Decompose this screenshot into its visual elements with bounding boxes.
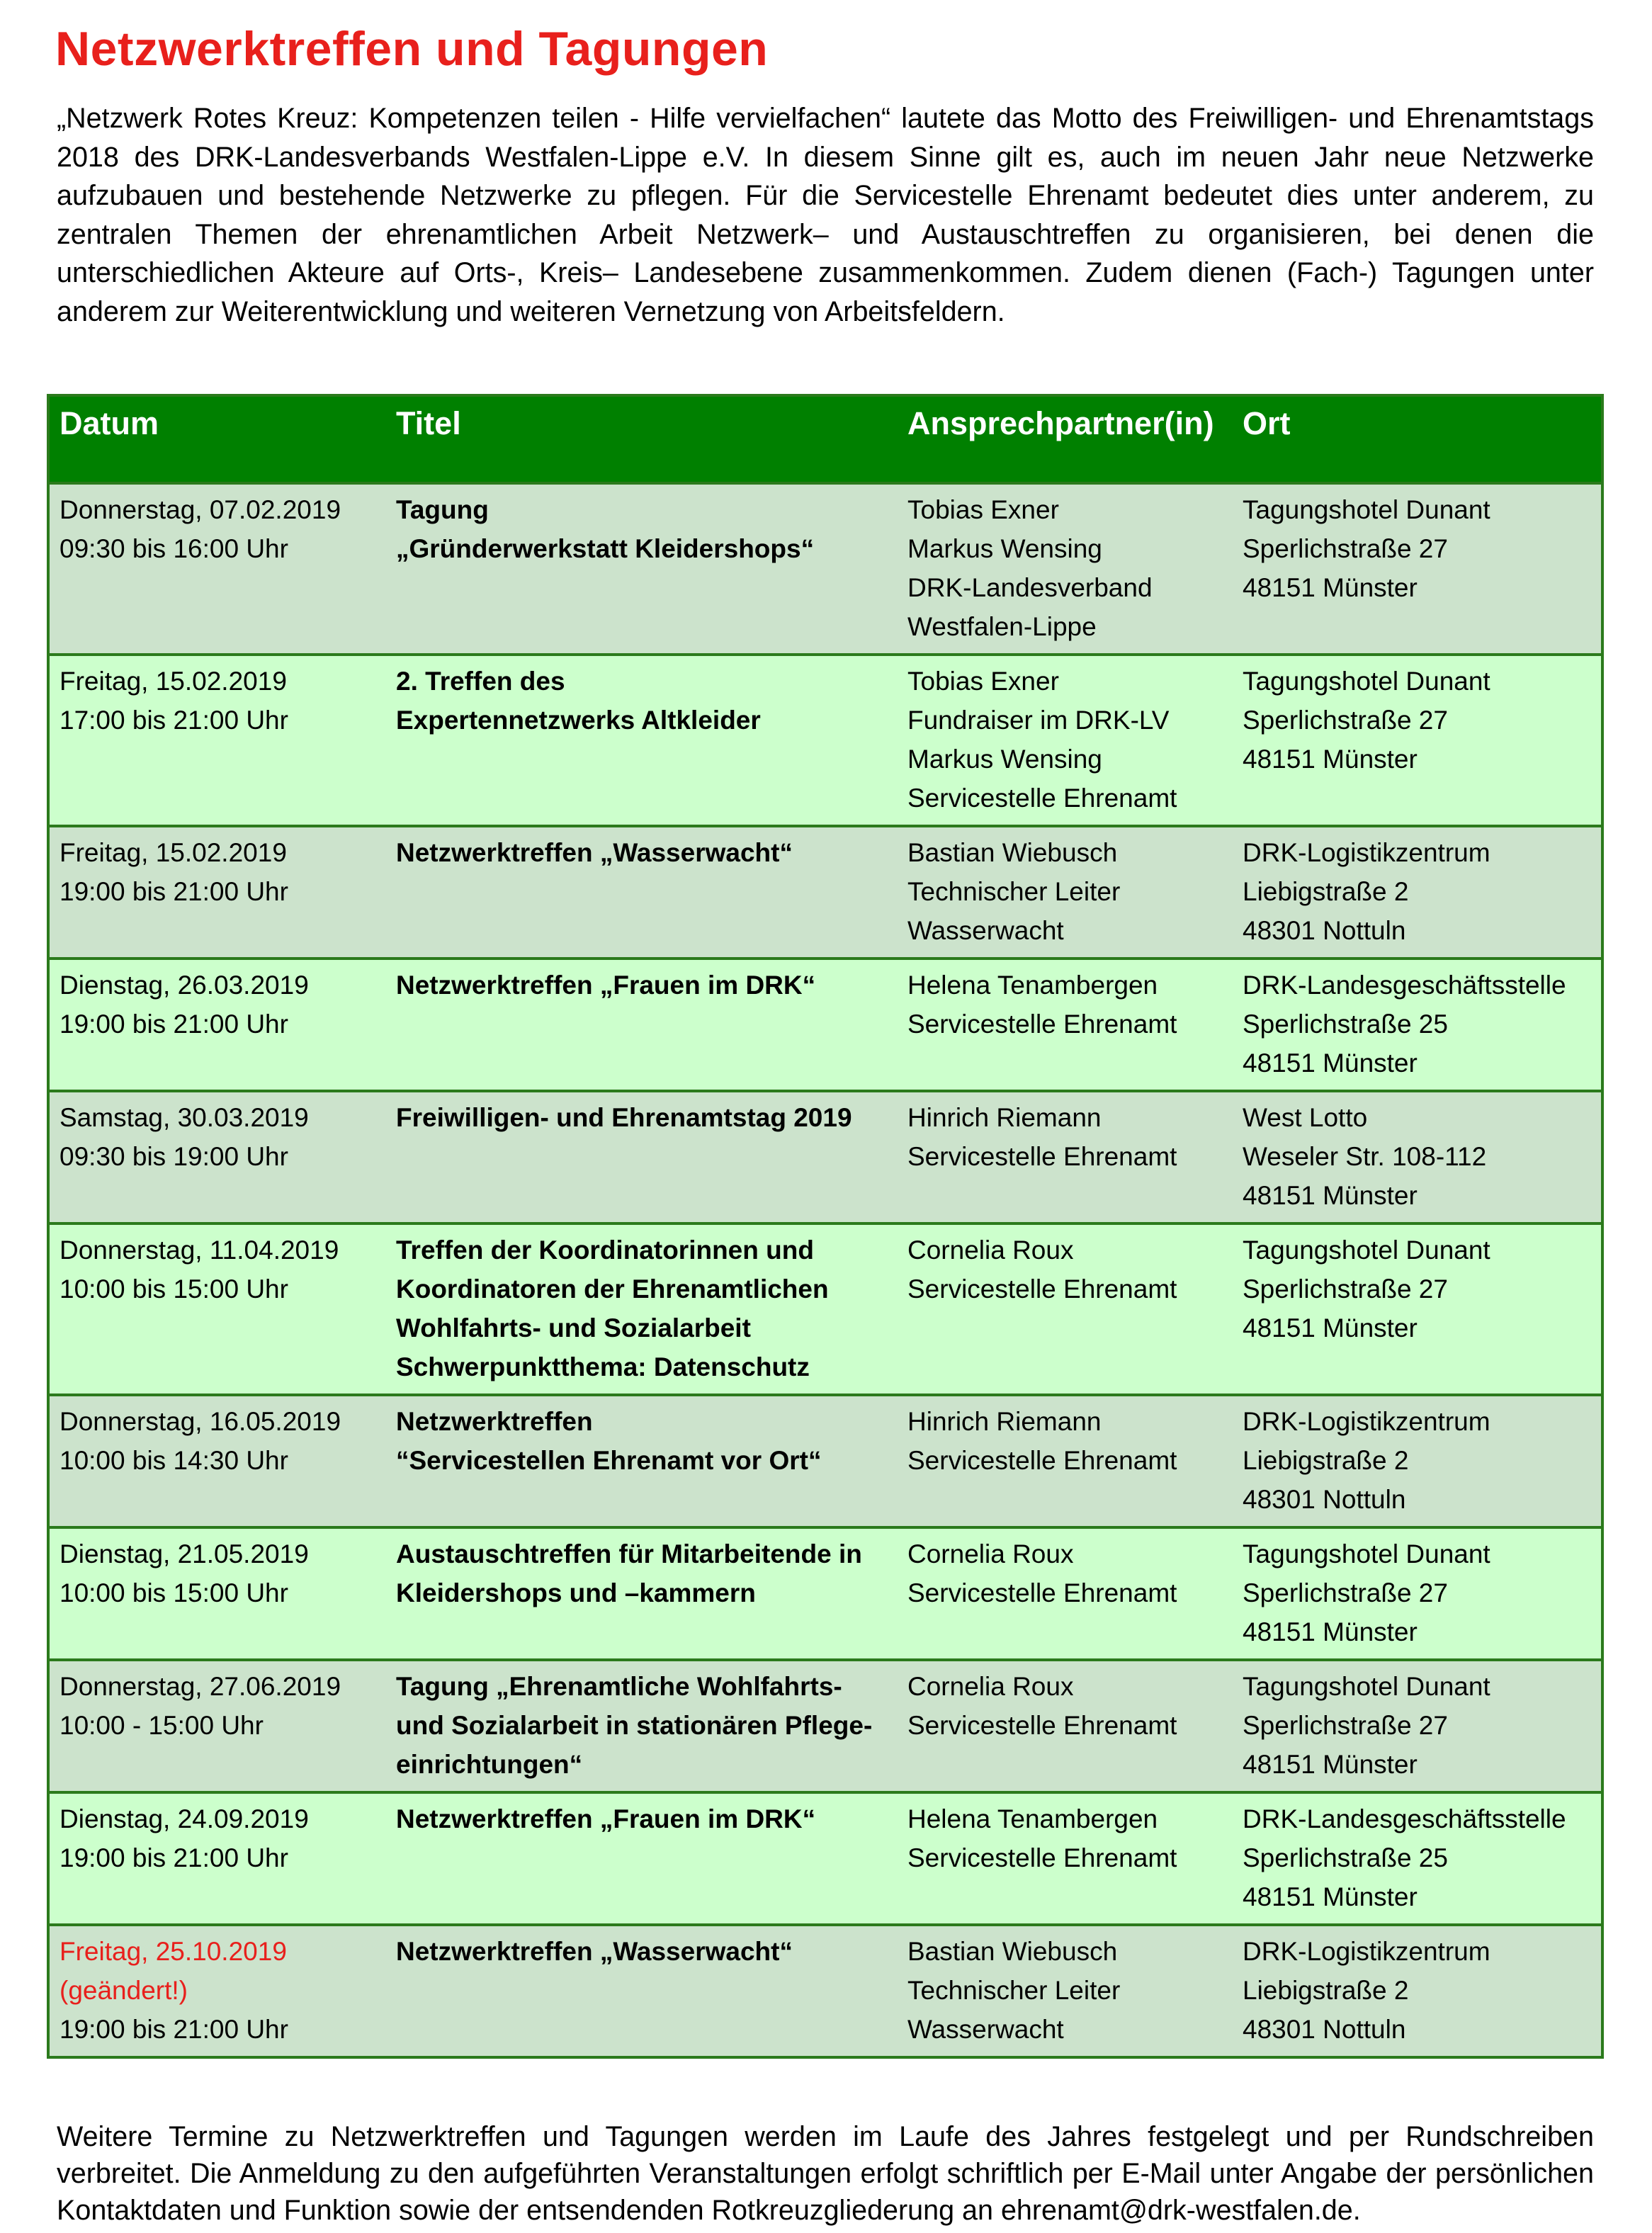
title-cell: [386, 1660, 898, 1792]
table-row: [48, 1925, 1602, 2057]
date-cell-line: Donnerstag, 07.02.2019: [60, 495, 341, 524]
place-cell-line: Liebigstraße 2: [1243, 1446, 1409, 1475]
place-cell-line: Sperlichstraße 27: [1243, 706, 1448, 735]
place-cell-line: Tagungshotel Dunant: [1243, 1539, 1490, 1568]
place-cell-line: Tagungshotel Dunant: [1243, 495, 1490, 524]
place-cell-line: DRK-Logistikzentrum: [1243, 1937, 1490, 1966]
place-cell-line: 48151 Münster: [1243, 745, 1418, 774]
place-cell-line: Liebigstraße 2: [1243, 877, 1409, 906]
date-cell: [48, 959, 386, 1091]
contact-cell-line: Technischer Leiter: [907, 877, 1121, 906]
title-cell-line: Netzwerktreffen „Wasserwacht“: [396, 838, 793, 867]
header-place: Ort: [1243, 405, 1291, 441]
date-cell: [48, 1223, 386, 1395]
date-cell: [48, 1792, 386, 1925]
contact-cell-line: Servicestelle Ehrenamt: [907, 1010, 1177, 1039]
date-cell-line: 19:00 bis 21:00 Uhr: [60, 1010, 288, 1039]
contact-cell-line: Wasserwacht: [907, 916, 1064, 945]
place-cell-line: Tagungshotel Dunant: [1243, 1672, 1490, 1701]
events-table: [47, 394, 1604, 2059]
place-cell-line: DRK-Logistikzentrum: [1243, 838, 1490, 867]
date-cell-line: Samstag, 30.03.2019: [60, 1103, 309, 1132]
title-cell-line: Expertennetzwerks Altkleider: [396, 706, 761, 735]
place-cell: [1233, 826, 1602, 959]
date-cell-line: Donnerstag, 11.04.2019: [60, 1236, 339, 1265]
date-cell: [48, 1925, 386, 2057]
place-cell-line: DRK-Landesgeschäftsstelle: [1243, 971, 1566, 1000]
contact-cell-line: Markus Wensing: [907, 745, 1102, 774]
date-cell-line: Dienstag, 26.03.2019: [60, 971, 309, 1000]
contact-cell-line: Hinrich Riemann: [907, 1103, 1102, 1132]
contact-cell: [898, 1792, 1233, 1925]
date-cell: [48, 1091, 386, 1223]
place-cell: [1233, 1223, 1602, 1395]
title-cell-line: Schwerpunktthema: Datenschutz: [396, 1352, 810, 1381]
place-cell: [1233, 1925, 1602, 2057]
contact-cell: [898, 483, 1233, 655]
contact-cell: [898, 1660, 1233, 1792]
table-row: [48, 1792, 1602, 1925]
place-cell: [1233, 1792, 1602, 1925]
contact-cell-line: Wasserwacht: [907, 2015, 1064, 2044]
place-cell-line: 48301 Nottuln: [1243, 2015, 1406, 2044]
place-cell-line: 48151 Münster: [1243, 573, 1418, 602]
contact-cell-line: Helena Tenambergen: [907, 1804, 1158, 1833]
title-cell: [386, 655, 898, 826]
title-cell: [386, 826, 898, 959]
table-header-row: [48, 395, 1602, 483]
place-cell-line: Liebigstraße 2: [1243, 1976, 1409, 2005]
place-cell: [1233, 959, 1602, 1091]
title-cell-line: Koordinatoren der Ehrenamtlichen: [396, 1274, 829, 1304]
title-cell-line: Netzwerktreffen „Wasserwacht“: [396, 1937, 793, 1966]
title-cell-line: Tagung: [396, 495, 489, 524]
contact-cell: [898, 826, 1233, 959]
date-cell-line: 19:00 bis 21:00 Uhr: [60, 877, 288, 906]
intro-paragraph: „Netzwerk Rotes Kreuz: Kompetenzen teilen - Hilfe vervielfachen“ lautete das Motto des Freiwilligen- und Ehrenamtstags 2018 des DRK-Landesverbands Westfalen-Lippe e.V. In diesem Sinne gilt es, auch im neuen Jahr neue Netzwerke aufzubauen und bestehende Netzwerke zu pflegen. Für die Servicestelle Ehrenamt bedeutet dies unter anderem, zu zentralen Themen der ehrenamtlichen Arbeit Netzwerk– und Austauschtreffen zu organisieren, bei denen die unterschiedlichen Akteure auf Orts-, Kreis– Landesebene zusammenkommen. Zudem dienen (Fach-) Tagungen unter anderem zur Weiterentwicklung und weiteren Vernetzung von Arbeitsfeldern.: [57, 103, 1594, 327]
contact-cell-line: Hinrich Riemann: [907, 1407, 1102, 1436]
contact-cell: [898, 1527, 1233, 1660]
table-row: [48, 655, 1602, 826]
title-cell: [386, 1925, 898, 2057]
date-cell-line: 10:00 bis 14:30 Uhr: [60, 1446, 288, 1475]
contact-cell: [898, 655, 1233, 826]
date-cell-line: 19:00 bis 21:00 Uhr: [60, 1843, 288, 1872]
date-cell-line: Dienstag, 21.05.2019: [60, 1539, 309, 1568]
header-date: Datum: [60, 405, 159, 441]
date-cell-line: Freitag, 15.02.2019: [60, 667, 287, 696]
table-row: [48, 1660, 1602, 1792]
date-cell: [48, 1395, 386, 1527]
date-cell-line: 10:00 bis 15:00 Uhr: [60, 1578, 288, 1607]
place-cell-line: Tagungshotel Dunant: [1243, 667, 1490, 696]
date-cell-line: Donnerstag, 27.06.2019: [60, 1672, 341, 1701]
place-cell-line: Sperlichstraße 27: [1243, 1578, 1448, 1607]
contact-cell-line: Tobias Exner: [907, 667, 1059, 696]
title-cell: [386, 1792, 898, 1925]
place-cell: [1233, 483, 1602, 655]
place-cell-line: 48151 Münster: [1243, 1048, 1418, 1078]
contact-cell-line: Bastian Wiebusch: [907, 1937, 1118, 1966]
contact-cell-line: Servicestelle Ehrenamt: [907, 1446, 1177, 1475]
place-cell: [1233, 655, 1602, 826]
footer-paragraph: Weitere Termine zu Netzwerktreffen und Tagungen werden im Laufe des Jahres festgelegt und per Rundschreiben verbreitet. Die Anmeldung zu den aufgeführten Veranstaltungen erfolgt schriftlich per E-Mail unter Angabe der persönlichen Kontaktdaten und Funktion sowie der entsendenden Rotkreuzgliederung an ehrenamt@drk-westfalen.de.: [57, 2121, 1594, 2226]
table-row: [48, 1527, 1602, 1660]
date-cell: [48, 655, 386, 826]
place-cell: [1233, 1395, 1602, 1527]
contact-cell-line: Servicestelle Ehrenamt: [907, 1711, 1177, 1740]
title-cell-line: Freiwilligen- und Ehrenamtstag 2019: [396, 1103, 852, 1132]
place-cell-line: 48301 Nottuln: [1243, 916, 1406, 945]
contact-cell-line: Markus Wensing: [907, 534, 1102, 563]
date-cell: [48, 1660, 386, 1792]
title-cell: [386, 483, 898, 655]
date-cell: [48, 1527, 386, 1660]
place-cell-line: Sperlichstraße 27: [1243, 1711, 1448, 1740]
place-cell: [1233, 1660, 1602, 1792]
header-title: Titel: [396, 405, 461, 441]
title-cell-line: Netzwerktreffen „Frauen im DRK“: [396, 971, 816, 1000]
title-cell: [386, 959, 898, 1091]
place-cell-line: 48151 Münster: [1243, 1882, 1418, 1911]
contact-cell-line: Servicestelle Ehrenamt: [907, 1578, 1177, 1607]
title-cell-line: Austauschtreffen für Mitarbeitende in: [396, 1539, 862, 1568]
place-cell-line: DRK-Landesgeschäftsstelle: [1243, 1804, 1566, 1833]
contact-cell-line: Cornelia Roux: [907, 1236, 1074, 1265]
contact-cell-line: Servicestelle Ehrenamt: [907, 1843, 1177, 1872]
date-cell-line: 09:30 bis 19:00 Uhr: [60, 1142, 288, 1171]
date-cell-line: 10:00 bis 15:00 Uhr: [60, 1274, 288, 1304]
contact-cell: [898, 1395, 1233, 1527]
title-cell-line: Tagung „Ehrenamtliche Wohlfahrts-: [396, 1672, 842, 1701]
place-cell-line: 48151 Münster: [1243, 1313, 1418, 1342]
title-cell-line: Treffen der Koordinatorinnen und: [396, 1236, 814, 1265]
contact-cell-line: Tobias Exner: [907, 495, 1059, 524]
title-cell: [386, 1395, 898, 1527]
title-cell-line: Netzwerktreffen: [396, 1407, 593, 1436]
date-cell-line: 09:30 bis 16:00 Uhr: [60, 534, 288, 563]
place-cell-line: Sperlichstraße 25: [1243, 1010, 1448, 1039]
table-row: [48, 826, 1602, 959]
contact-cell: [898, 959, 1233, 1091]
place-cell-line: Sperlichstraße 27: [1243, 534, 1448, 563]
table-body: [48, 483, 1602, 2057]
place-cell-line: Weseler Str. 108-112: [1243, 1142, 1487, 1171]
contact-cell-line: Technischer Leiter: [907, 1976, 1121, 2005]
contact-cell-line: Fundraiser im DRK-LV: [907, 706, 1170, 735]
title-cell-line: Kleidershops und –kammern: [396, 1578, 756, 1607]
date-cell-line: 17:00 bis 21:00 Uhr: [60, 706, 288, 735]
place-cell: [1233, 1091, 1602, 1223]
place-cell-line: 48151 Münster: [1243, 1181, 1418, 1210]
place-cell-line: DRK-Logistikzentrum: [1243, 1407, 1490, 1436]
date-cell-line: Dienstag, 24.09.2019: [60, 1804, 309, 1833]
contact-cell-line: Bastian Wiebusch: [907, 838, 1118, 867]
place-cell: [1233, 1527, 1602, 1660]
place-cell-line: 48151 Münster: [1243, 1617, 1418, 1646]
date-cell: [48, 483, 386, 655]
date-cell-line: Donnerstag, 16.05.2019: [60, 1407, 341, 1436]
place-cell-line: 48301 Nottuln: [1243, 1485, 1406, 1514]
table-row: [48, 1223, 1602, 1395]
date-cell-line: (geändert!): [60, 1976, 188, 2005]
title-cell-line: einrichtungen“: [396, 1750, 583, 1779]
contact-cell-line: Cornelia Roux: [907, 1539, 1074, 1568]
contact-cell-line: Servicestelle Ehrenamt: [907, 1142, 1177, 1171]
title-cell-line: „Gründerwerkstatt Kleidershops“: [396, 534, 815, 563]
contact-cell-line: Servicestelle Ehrenamt: [907, 784, 1177, 813]
date-cell-line: 10:00 - 15:00 Uhr: [60, 1711, 264, 1740]
contact-cell-line: Cornelia Roux: [907, 1672, 1074, 1701]
contact-cell: [898, 1925, 1233, 2057]
contact-cell-line: Servicestelle Ehrenamt: [907, 1274, 1177, 1304]
date-cell-line: Freitag, 15.02.2019: [60, 838, 287, 867]
title-cell-line: 2. Treffen des: [396, 667, 565, 696]
contact-cell-line: DRK-Landesverband: [907, 573, 1153, 602]
title-cell-line: Netzwerktreffen „Frauen im DRK“: [396, 1804, 816, 1833]
header-contact: Ansprechpartner(in): [907, 405, 1214, 441]
table-row: [48, 1091, 1602, 1223]
title-cell: [386, 1091, 898, 1223]
contact-cell: [898, 1223, 1233, 1395]
date-cell-line: 19:00 bis 21:00 Uhr: [60, 2015, 288, 2044]
title-cell-line: und Sozialarbeit in stationären Pflege-: [396, 1711, 873, 1740]
title-cell: [386, 1223, 898, 1395]
table-row: [48, 959, 1602, 1091]
title-cell-line: Wohlfahrts- und Sozialarbeit: [396, 1313, 751, 1342]
place-cell-line: Sperlichstraße 27: [1243, 1274, 1448, 1304]
title-cell-line: “Servicestellen Ehrenamt vor Ort“: [396, 1446, 822, 1475]
date-cell: [48, 826, 386, 959]
contact-cell-line: Westfalen-Lippe: [907, 612, 1097, 641]
place-cell-line: 48151 Münster: [1243, 1750, 1418, 1779]
place-cell-line: Tagungshotel Dunant: [1243, 1236, 1490, 1265]
place-cell-line: West Lotto: [1243, 1103, 1368, 1132]
place-cell-line: Sperlichstraße 25: [1243, 1843, 1448, 1872]
contact-cell-line: Helena Tenambergen: [907, 971, 1158, 1000]
date-cell-line: Freitag, 25.10.2019: [60, 1937, 287, 1966]
title-cell: [386, 1527, 898, 1660]
page-title: Netzwerktreffen und Tagungen: [55, 22, 769, 76]
table-row: [48, 483, 1602, 655]
contact-cell: [898, 1091, 1233, 1223]
table-row: [48, 1395, 1602, 1527]
